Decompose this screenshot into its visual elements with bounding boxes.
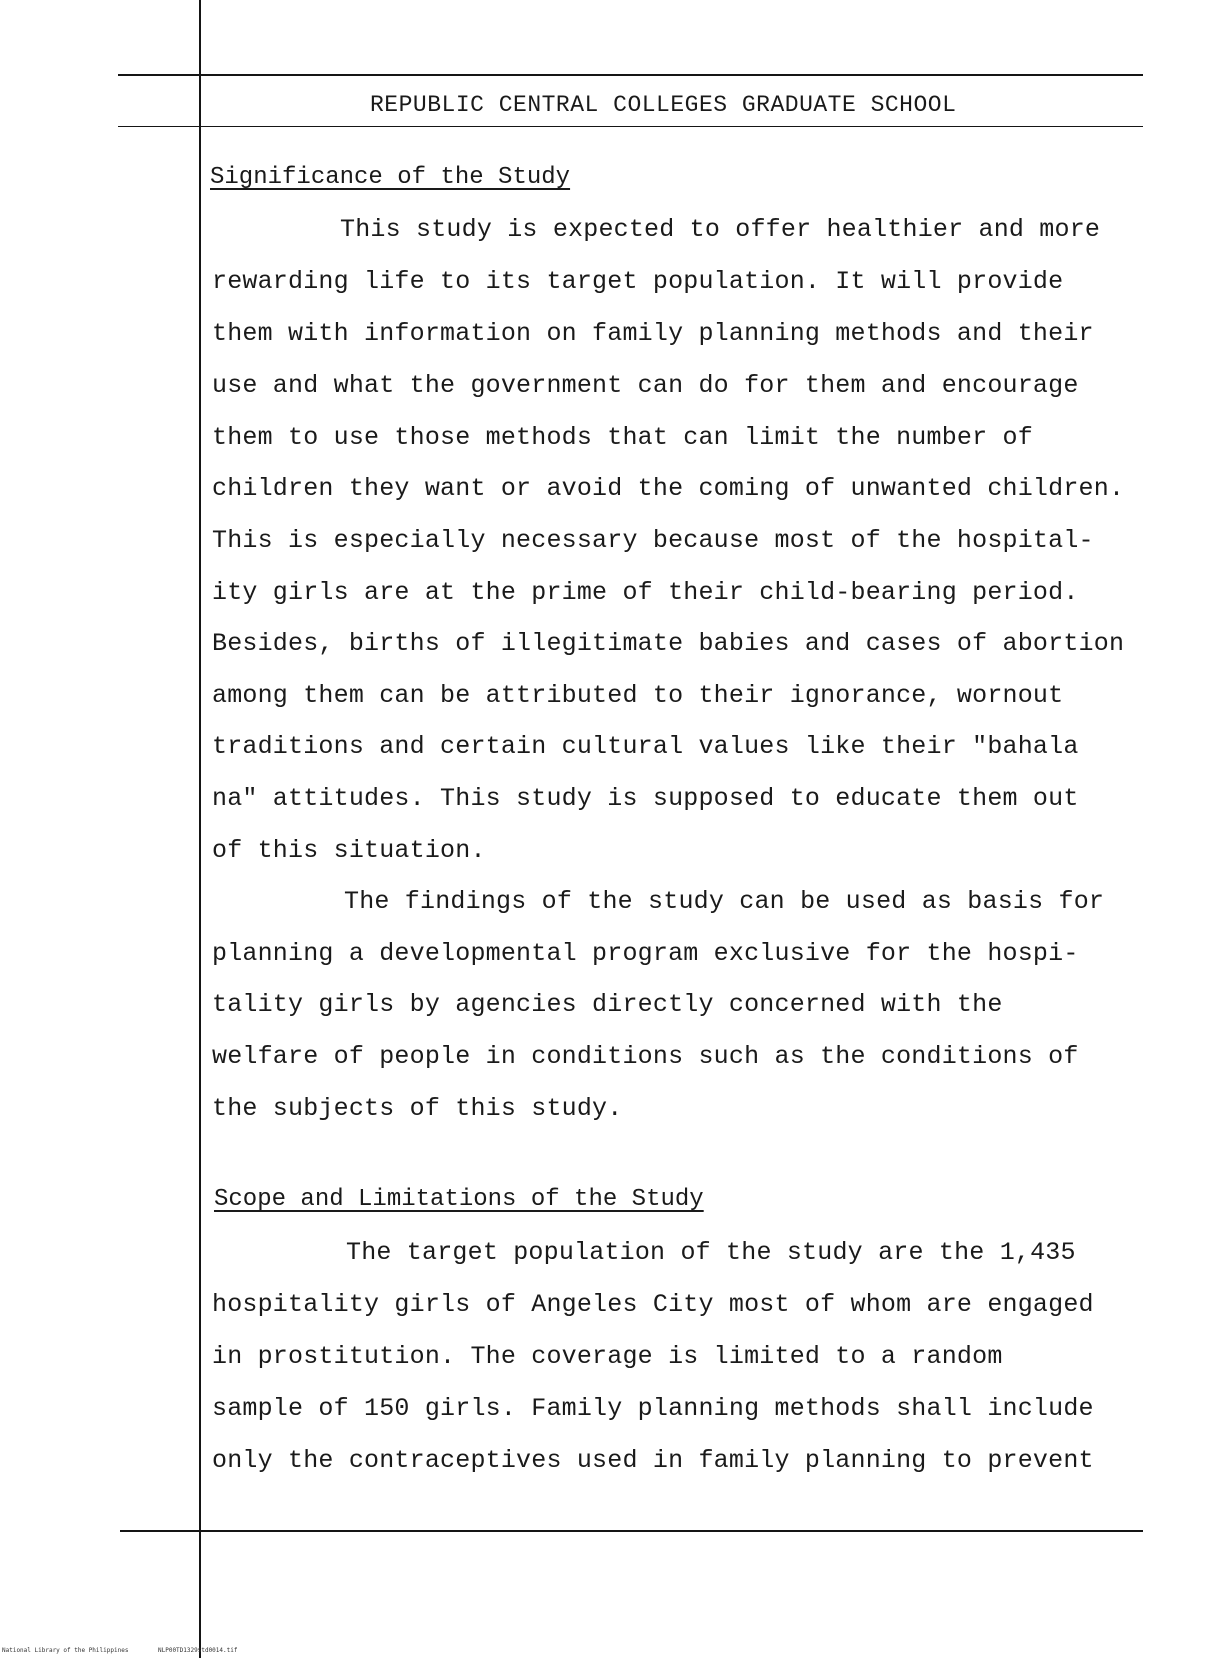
- text-line: rewarding life to its target population. It will provide: [212, 267, 1064, 296]
- text-line: them to use those methods that can limit the number of: [212, 423, 1033, 452]
- text-line: The findings of the study can be used as basis for: [344, 887, 1105, 916]
- text-line: planning a developmental program exclusive for the hospi-: [212, 939, 1079, 968]
- text-line: use and what the government can do for them and encourage: [212, 371, 1079, 400]
- footer-library-credit: National Library of the Philippines: [2, 1647, 129, 1654]
- header-bottom-rule: [118, 126, 1143, 127]
- text-line: This is especially necessary because most of the hospital-: [212, 526, 1094, 555]
- text-line: This study is expected to offer healthier and more: [340, 215, 1101, 244]
- text-line: hospitality girls of Angeles City most of whom are engaged: [212, 1290, 1094, 1319]
- header-top-rule: [118, 74, 1143, 76]
- text-line: them with information on family planning methods and their: [212, 319, 1094, 348]
- text-line: the subjects of this study.: [212, 1094, 623, 1123]
- text-line: welfare of people in conditions such as the conditions of: [212, 1042, 1079, 1071]
- text-line: traditions and certain cultural values like their "bahala: [212, 732, 1079, 761]
- text-line: tality girls by agencies directly concerned with the: [212, 990, 1003, 1019]
- text-line: among them can be attributed to their ignorance, wornout: [212, 681, 1064, 710]
- text-line: of this situation.: [212, 836, 486, 865]
- text-line: ity girls are at the prime of their child-bearing period.: [212, 578, 1079, 607]
- footer-file-id: NLP00TD1329$td0014.tif: [158, 1647, 238, 1654]
- page-header: REPUBLIC CENTRAL COLLEGES GRADUATE SCHOOL: [370, 92, 957, 118]
- left-margin-rule: [199, 0, 201, 1658]
- text-line: sample of 150 girls. Family planning methods shall include: [212, 1394, 1094, 1423]
- text-line: The target population of the study are the 1,435: [346, 1238, 1076, 1267]
- text-line: na" attitudes. This study is supposed to educate them out: [212, 784, 1079, 813]
- section-heading-significance: Significance of the Study: [210, 164, 571, 191]
- text-line: in prostitution. The coverage is limited to a random: [212, 1342, 1003, 1371]
- text-line: children they want or avoid the coming of unwanted children.: [212, 474, 1125, 503]
- text-line: Besides, births of illegitimate babies and cases of abortion: [212, 629, 1125, 658]
- page-bottom-rule: [120, 1530, 1143, 1532]
- text-line: only the contraceptives used in family planning to prevent: [212, 1446, 1094, 1475]
- section-heading-scope: Scope and Limitations of the Study: [214, 1186, 704, 1213]
